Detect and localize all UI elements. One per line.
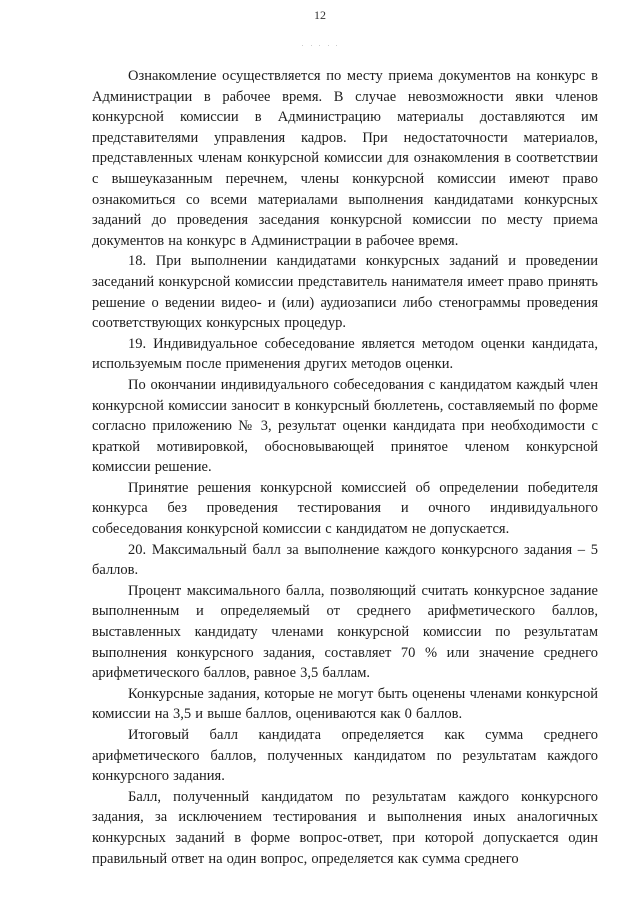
paragraph: Балл, полученный кандидатом по результатам каждого конкурсного задания, за исключением тестирования и выполнения иных аналогичных конкурсных заданий в форме вопрос-ответ, при которой допускается один правильный ответ на один вопрос, определяется как сумма среднего [92, 788, 598, 867]
paragraph: 20. Максимальный балл за выполнение каждого конкурсного задания – 5 баллов. [92, 541, 598, 579]
paragraph: Итоговый балл кандидата определяется как сумма среднего арифметического баллов, полученных кандидатом по результатам каждого конкурсного задания. [92, 727, 598, 785]
paragraph: 18. При выполнении кандидатами конкурсных заданий и проведении заседаний конкурсной комиссии представитель нанимателя имеет право принять решение о ведении видео- и (или) аудиозаписи либо стенограммы проведения соответствующих конкурсных процедур. [92, 253, 598, 332]
scan-artifact [302, 45, 342, 51]
page-number: 12 [314, 8, 326, 22]
paragraph: 19. Индивидуальное собеседование является методом оценки кандидата, используемым после применения других методов оценки. [92, 335, 598, 373]
document-body [92, 66, 598, 869]
paragraph: Процент максимального балла, позволяющий считать конкурсное задание выполненным и определяемый от среднего арифметического баллов, выставленных кандидату членами конкурсной комиссии по результатам выполнения конкурсного задания, составляет 70 % или значение среднего арифметического баллов, равное 3,5 баллам. [92, 582, 598, 682]
paragraph: Ознакомление осуществляется по месту приема документов на конкурс в Администрации в рабочее время. В случае невозможности явки членов конкурсной комиссии в Администрацию материалы доставляются им представителями управления кадров. При недостаточности материалов, представленных членам конкурсной комиссии для ознакомления в соответствии с вышеуказанным перечнем, члены конкурсной комиссии имеют право ознакомиться со всеми материалами выполнения кандидатами конкурсных заданий до проведения заседания конкурсной комиссии по месту приема документов на конкурс в Администрации в рабочее время. [92, 68, 598, 249]
paragraph: Принятие решения конкурсной комиссией об определении победителя конкурса без проведения тестирования и очного индивидуального собеседования конкурсной комиссии с кандидатом не допускается. [92, 479, 598, 538]
paragraph: Конкурсные задания, которые не могут быть оценены членами конкурсной комиссии на 3,5 и выше баллов, оцениваются как 0 баллов. [92, 685, 598, 723]
paragraph: По окончании индивидуального собеседования с кандидатом каждый член конкурсной комиссии заносит в конкурсный бюллетень, составляемый по форме согласно приложению № 3, результат оценки кандидата при необходимости с краткой мотивировкой, обосновывающей принятое членом конкурсной комиссии решение. [92, 376, 598, 476]
